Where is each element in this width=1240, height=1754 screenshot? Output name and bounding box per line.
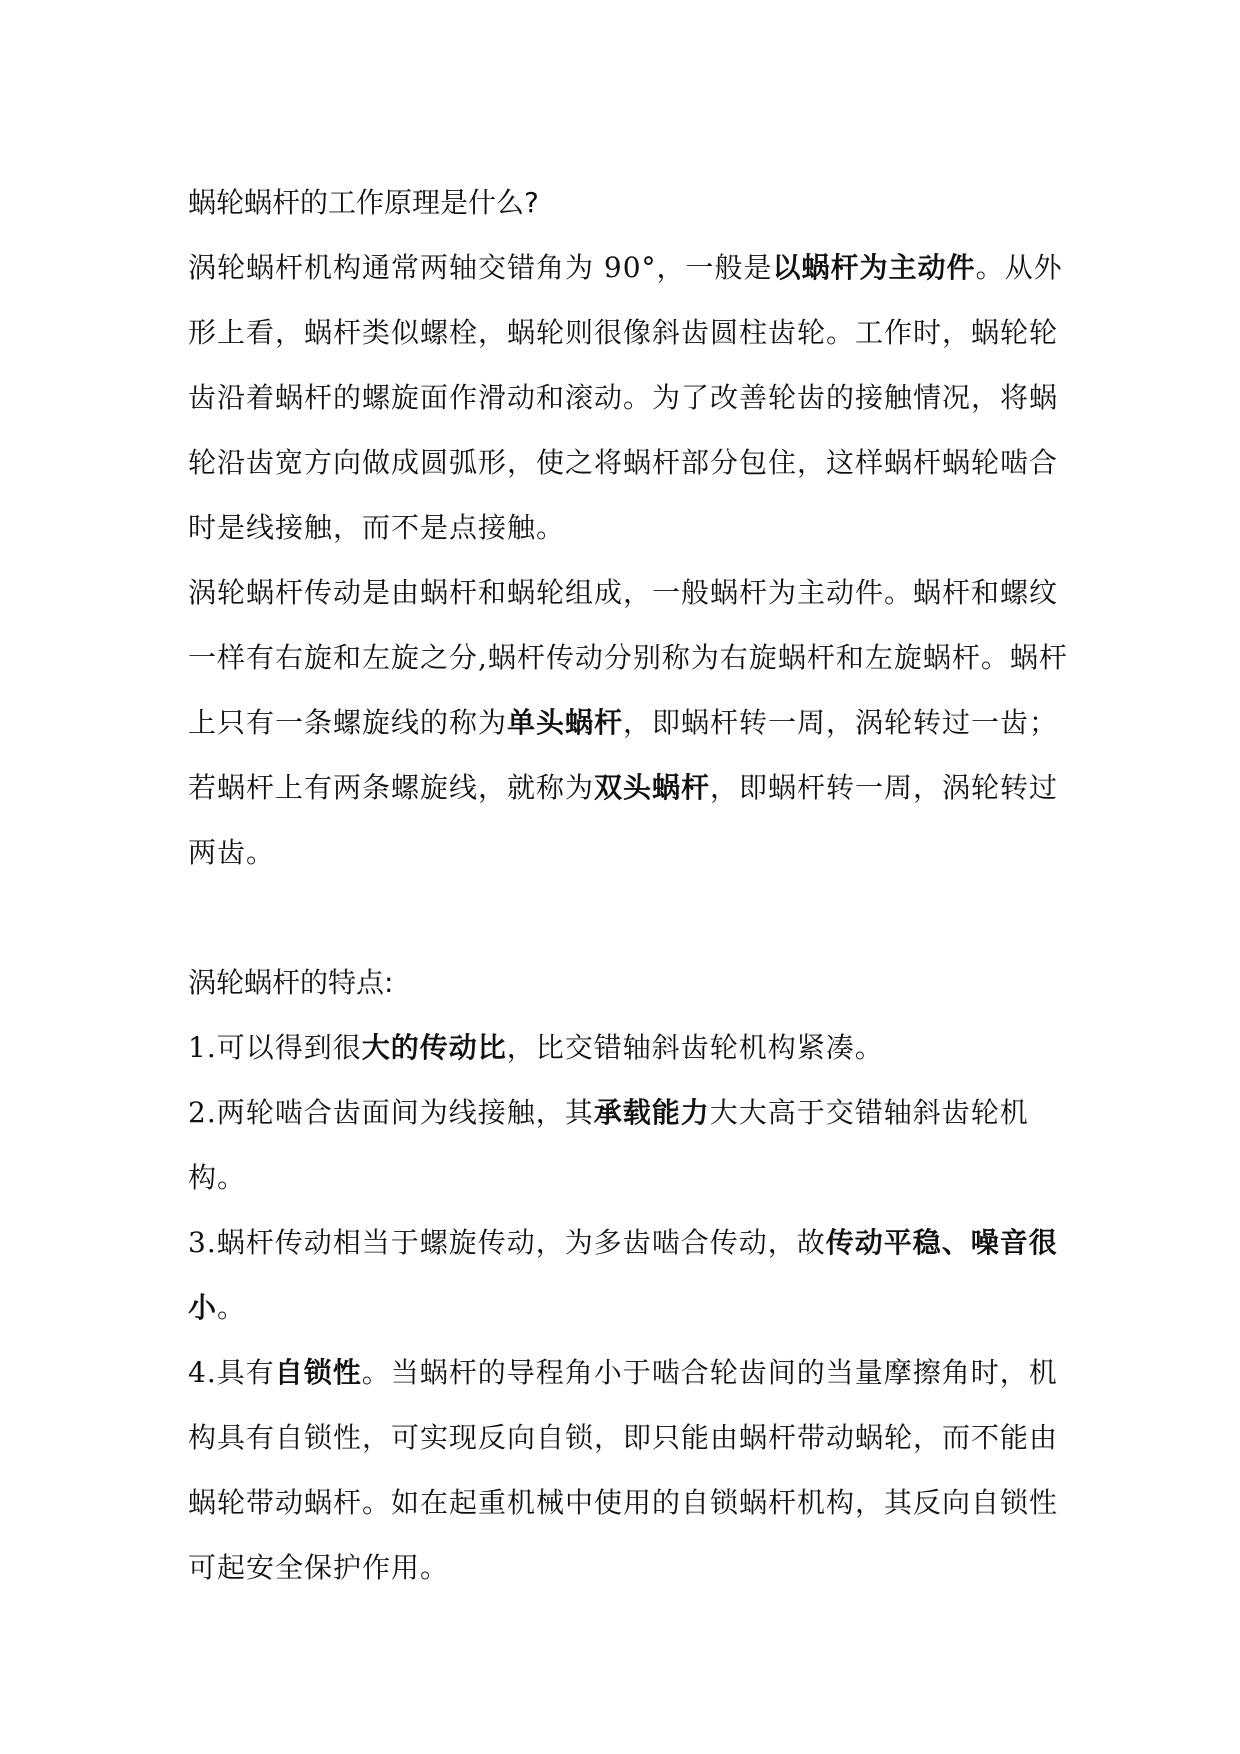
text-run: 涡轮蜗杆传动是由蜗杆和蜗轮组成，一般蜗杆为主动件。蜗杆和螺纹一样有右旋和左旋之分,蜗杆传动分别称为右旋蜗杆和左旋蜗杆。蜗杆上只有一条螺旋线的称为 <box>188 576 1068 739</box>
paragraph-transmission <box>188 560 1068 885</box>
bold-term-single-thread-worm: 单头蜗杆 <box>507 706 624 739</box>
text-run: 。当蜗杆的导程角小于啮合轮齿间的当量摩擦角时，机构具有自锁性，可实现反向自锁，即只能由蜗杆带动蜗轮，而不能由蜗轮带动蜗杆。如在起重机械中使用的自锁蜗杆机构，其反向自锁性可起安全保护作用。 <box>188 1356 1059 1584</box>
section-heading-working-principle: 蜗轮蜗杆的工作原理是什么? <box>188 186 539 219</box>
text-run: 。 <box>217 1291 247 1324</box>
section-spacer <box>188 885 1068 950</box>
feature-item-4 <box>188 1340 1068 1600</box>
text-run: 。从外形上看，蜗杆类似螺栓，蜗轮则很像斜齿圆柱齿轮。工作时，蜗轮轮齿沿着蜗杆的螺旋面作滑动和滚动。为了改善轮齿的接触情况，将蜗轮沿齿宽方向做成圆弧形，使之将蜗杆部分包住，这样蜗杆蜗轮啮合时是线接触，而不是点接触。 <box>188 251 1063 544</box>
text-run: 1.可以得到很 <box>188 1031 362 1064</box>
bold-term-load-capacity: 承载能力 <box>593 1096 710 1129</box>
feature-item-3 <box>188 1210 1068 1340</box>
bold-term-double-thread-worm: 双头蜗杆 <box>594 771 711 804</box>
text-run: 2.两轮啮合齿面间为线接触，其 <box>188 1096 594 1129</box>
text-run: ，即蜗杆转一周，涡轮转过一齿；若蜗杆上有两条螺旋线，就称为 <box>188 706 1059 804</box>
text-run: 4.具有 <box>188 1356 275 1389</box>
text-run: 3.蜗杆传动相当于螺旋传动，为多齿啮合传动，故 <box>188 1226 826 1259</box>
feature-item-2 <box>188 1080 1068 1210</box>
paragraph-principle <box>188 235 1068 560</box>
text-run: 大大高于交错轴斜齿轮机构。 <box>188 1096 1029 1194</box>
text-run: ，比交错轴斜齿轮机构紧凑。 <box>506 1031 884 1064</box>
bold-term-self-locking: 自锁性 <box>274 1356 362 1389</box>
section-heading-features: 涡轮蜗杆的特点: <box>188 966 394 999</box>
document-body <box>188 170 1068 1600</box>
bold-term-large-ratio: 大的传动比 <box>361 1031 507 1064</box>
bold-term-smooth-quiet: 传动平稳、噪音很小 <box>188 1226 1058 1324</box>
bold-term-driving-worm: 以蜗杆为主动件 <box>772 251 976 284</box>
text-run: ，即蜗杆转一周，涡轮转过两齿。 <box>188 771 1059 869</box>
text-run: 涡轮蜗杆机构通常两轴交错角为 90°，一般是 <box>188 251 773 284</box>
feature-item-1 <box>188 1015 1068 1080</box>
